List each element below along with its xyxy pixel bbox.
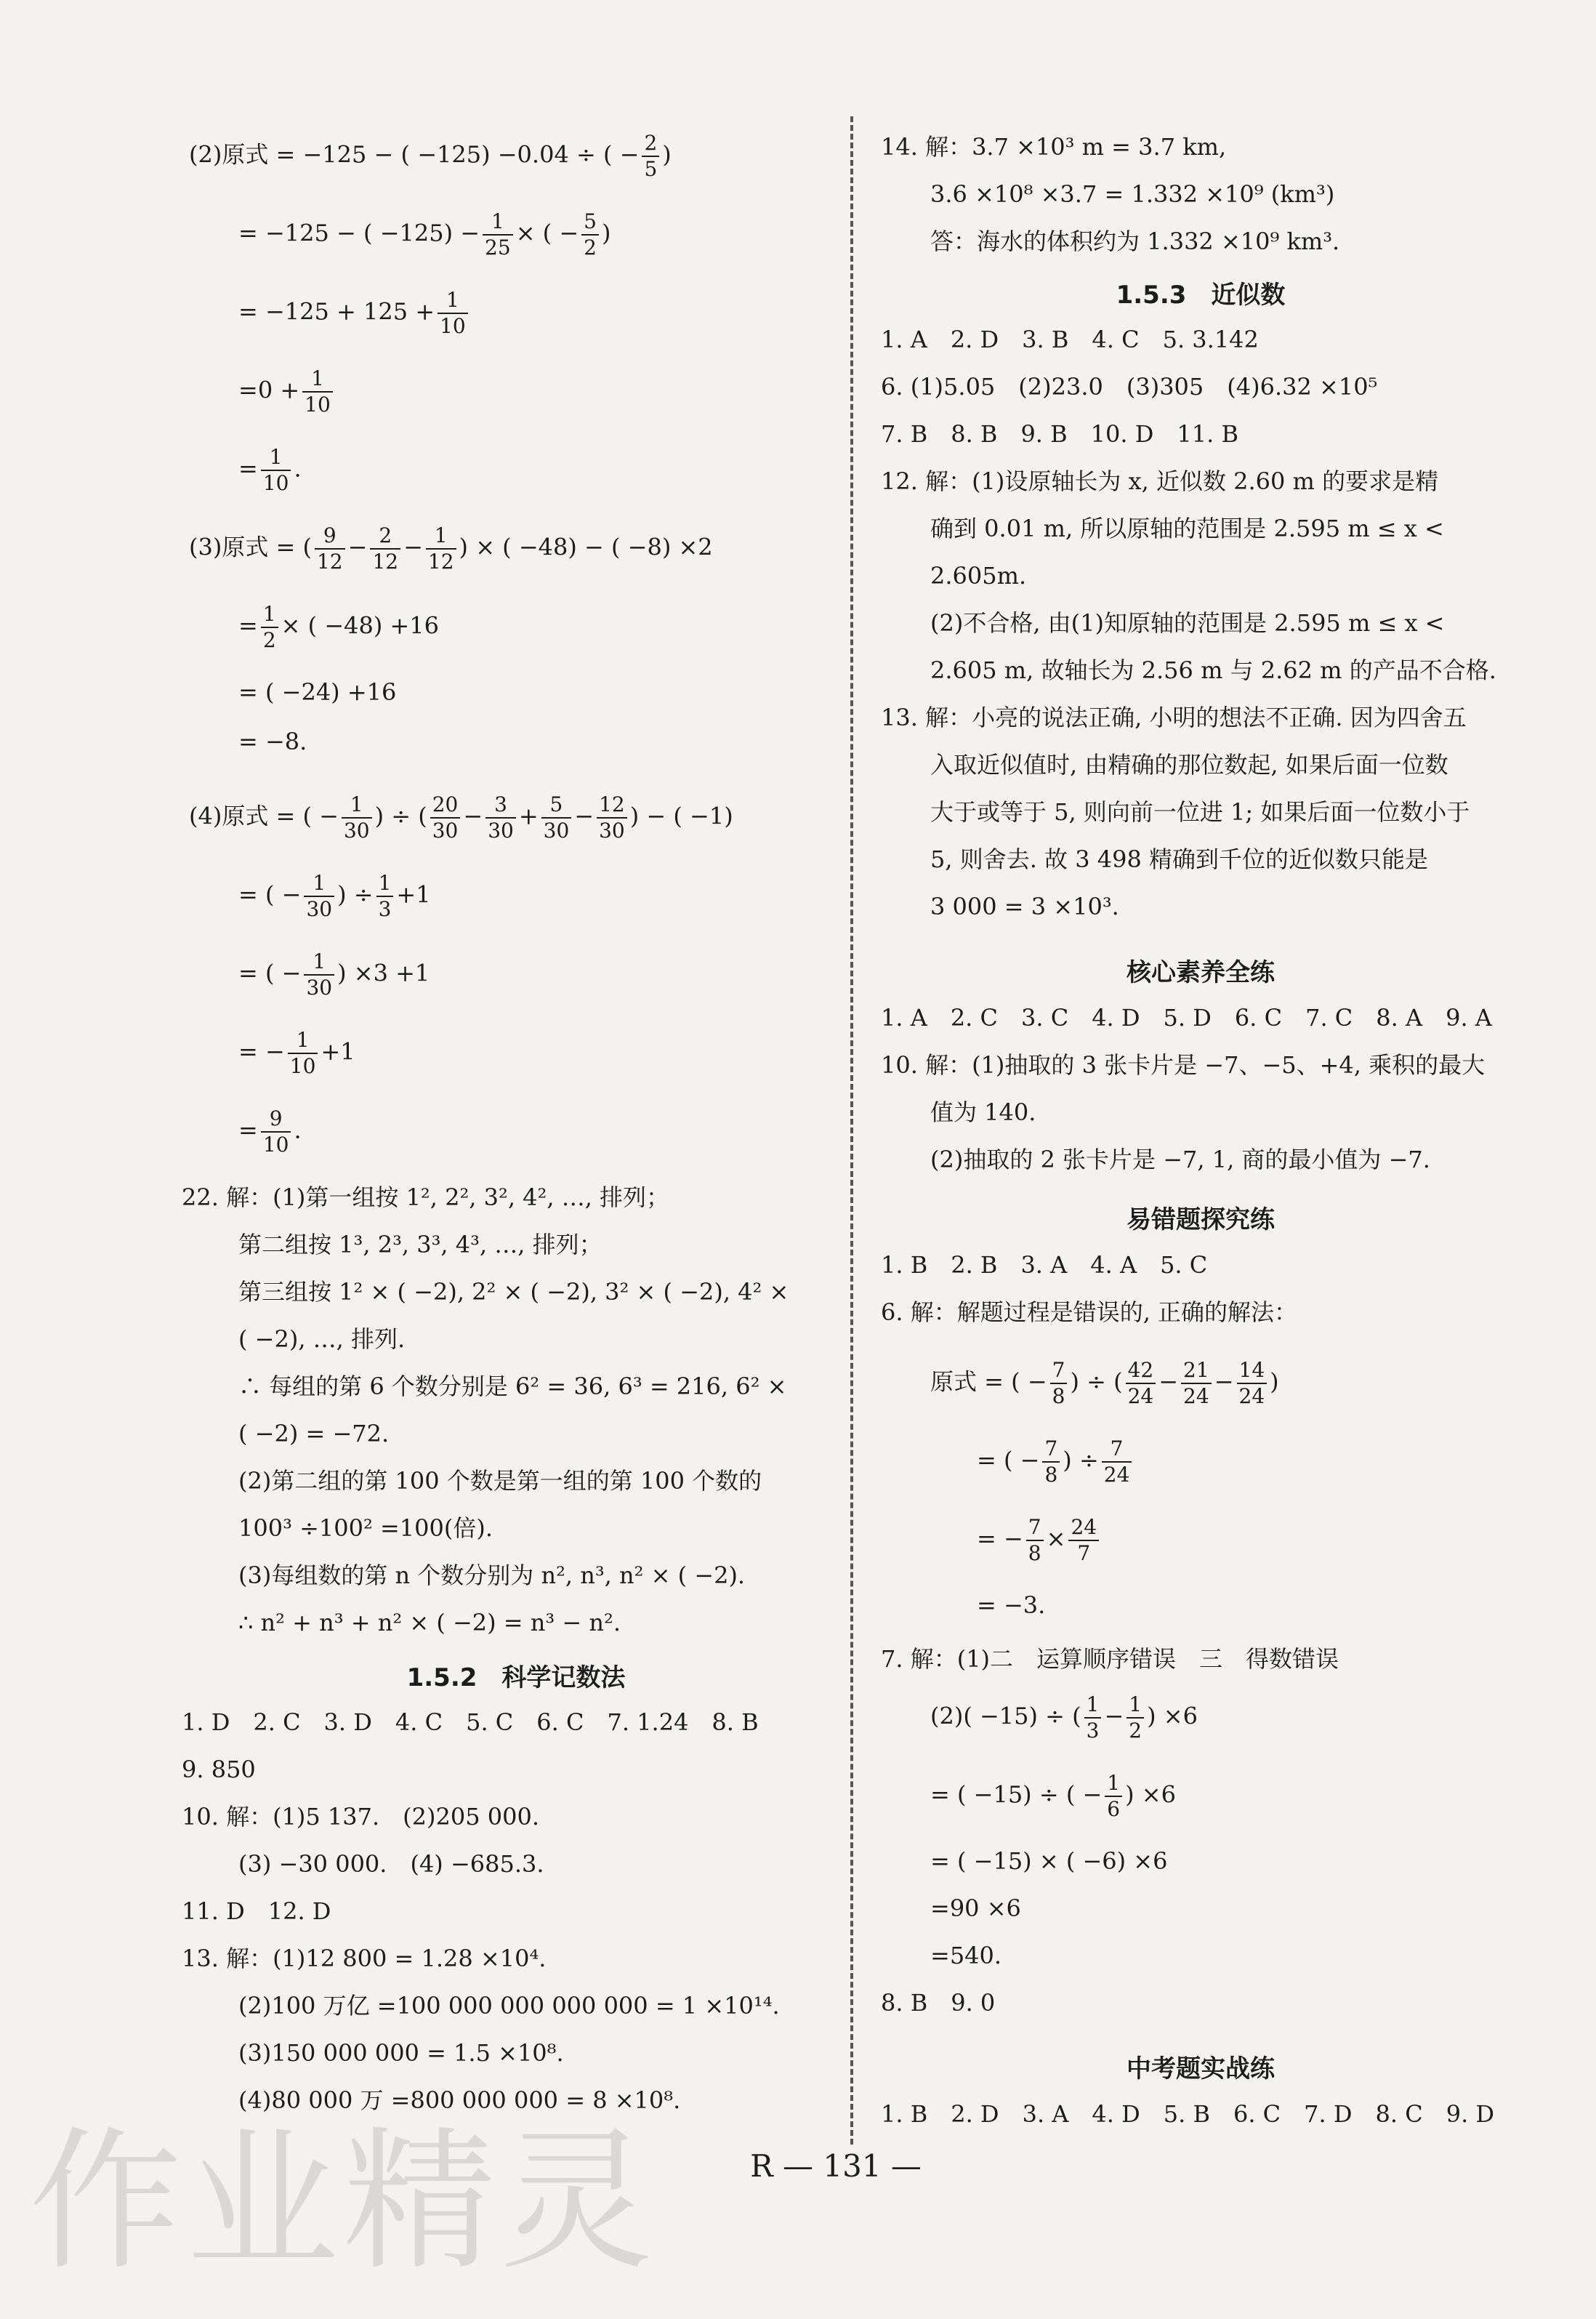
s153-line: 2.605 m, 故轴长为 2.56 m 与 2.62 m 的产品不合格. <box>930 656 1496 684</box>
q7-line-1: (2)( −15) ÷ ( $\frac{1}{3}$ − $\frac{1}{2}$ ) ×6 <box>930 1692 1198 1743</box>
core-line: (2)抽取的 2 张卡片是 −7, 1, 商的最小值为 −7. <box>930 1146 1430 1173</box>
s152-line: (4)80 000 万 =800 000 000 = 8 ×10⁸. <box>238 2086 681 2114</box>
s153-line: 入取近似值时, 由精确的那位数起, 如果后面一位数 <box>930 751 1448 779</box>
s153-line: 6. (1)5.05 (2)23.0 (3)305 (4)6.32 ×10⁵ <box>881 373 1378 401</box>
m6-line-1: 原式 = ( − $\frac{7}{8}$ ) ÷ ( $\frac{42}{24}$ − $\frac{21}{24}$ − $\frac{14}{24}$ ) <box>930 1358 1279 1408</box>
p4-line-5: = $\frac{9}{10}$ . <box>238 1106 302 1157</box>
s153-line: 12. 解：(1)设原轴长为 x, 近似数 2.60 m 的要求是精 <box>881 467 1439 495</box>
p4-line-3: = ( − $\frac{1}{30}$ ) ×3 +1 <box>238 949 430 1000</box>
q7-line-6: 8. B 9. 0 <box>881 1989 996 2017</box>
p3-line-4: = −8. <box>238 728 307 755</box>
section-heading-errors: 易错题探究练 <box>1127 1205 1275 1234</box>
q7-line-4: =90 ×6 <box>930 1894 1021 1922</box>
q7-line-5: =540. <box>930 1942 1002 1969</box>
section-heading-exam: 中考题实战练 <box>1127 2054 1275 2083</box>
p3-line-2: = $\frac{1}{2}$ × ( −48) +16 <box>238 602 439 652</box>
m6-line-4: = −3. <box>977 1591 1046 1619</box>
section-heading-core: 核心素养全练 <box>1127 958 1275 987</box>
s153-line: 7. B 8. B 9. B 10. D 11. B <box>881 420 1238 448</box>
watermark: 作业精灵 <box>29 2113 658 2291</box>
q22-line: ∴ n² + n³ + n² × ( −2) = n³ − n². <box>238 1609 621 1636</box>
core-line: 1. A 2. C 3. C 4. D 5. D 6. C 7. C 8. A 9. A <box>881 1004 1492 1032</box>
s153-line: 大于或等于 5, 则向前一位进 1; 如果后面一位数小于 <box>930 798 1470 826</box>
m6-line-3: = − $\frac{7}{8}$ × $\frac{24}{7}$ <box>977 1515 1102 1566</box>
q7-line-2: = ( −15) ÷ ( − $\frac{1}{6}$ ) ×6 <box>930 1771 1176 1821</box>
p4-line-1: (4)原式 = ( − $\frac{1}{30}$ ) ÷ ( $\frac{20}{30}$ − $\frac{3}{30}$ + $\frac{5}{30}$ − $\frac{12}{30}$ ) − ( −1) <box>189 792 733 843</box>
core-line: 值为 140. <box>930 1098 1036 1126</box>
q14-line: 3.6 ×10⁸ ×3.7 = 1.332 ×10⁹ (km³) <box>930 180 1335 208</box>
p2-line-5: = $\frac{1}{10}$ . <box>238 445 302 495</box>
s152-line: (3) −30 000. (4) −685.3. <box>238 1850 544 1878</box>
m6-line-2: = ( − $\frac{7}{8}$ ) ÷ $\frac{7}{24}$ <box>977 1436 1134 1487</box>
section-heading-1-5-2: 1.5.2 科学记数法 <box>406 1663 626 1692</box>
q22-line: (2)第二组的第 100 个数是第一组的第 100 个数的 <box>238 1467 762 1495</box>
q14-line: 14. 解：3.7 ×10³ m = 3.7 km, <box>881 133 1227 161</box>
s152-line: (3)150 000 000 = 1.5 ×10⁸. <box>238 2039 564 2067</box>
q22-line: 第二组按 1³, 2³, 3³, 4³, …, 排列； <box>238 1231 602 1258</box>
p2-line-1: (2)原式 = −125 − ( −125) −0.04 ÷ ( − $\frac{2}{5}$ ) <box>189 131 672 181</box>
err-line: 6. 解：解题过程是错误的, 正确的解法： <box>881 1298 1298 1326</box>
s153-line: 2.605m. <box>930 562 1027 590</box>
s152-line: 1. D 2. C 3. D 4. C 5. C 6. C 7. 1.24 8. B <box>182 1708 759 1736</box>
s153-line: (2)不合格, 由(1)知原轴的范围是 2.595 m ≤ x < <box>930 609 1445 637</box>
s153-line: 1. A 2. D 3. B 4. C 5. 3.142 <box>881 326 1259 353</box>
section-heading-1-5-3: 1.5.3 近似数 <box>1116 281 1286 310</box>
exam-answers: 1. B 2. D 3. A 4. D 5. B 6. C 7. D 8. C 9. D <box>881 2100 1495 2128</box>
s153-line: 3 000 = 3 ×10³. <box>930 893 1119 920</box>
s153-line: 确到 0.01 m, 所以原轴的范围是 2.595 m ≤ x < <box>930 515 1444 542</box>
p4-line-4: = − $\frac{1}{10}$ +1 <box>238 1028 355 1078</box>
core-line: 10. 解：(1)抽取的 3 张卡片是 −7、−5、+4, 乘积的最大 <box>881 1051 1486 1079</box>
s152-line: 9. 850 <box>182 1756 256 1783</box>
s152-line: 13. 解：(1)12 800 = 1.28 ×10⁴. <box>182 1945 547 1972</box>
p4-line-2: = ( − $\frac{1}{30}$ ) ÷ $\frac{1}{3}$ +1 <box>238 871 431 921</box>
q22-line: ( −2), …, 排列. <box>238 1325 406 1353</box>
q7-line-3: = ( −15) × ( −6) ×6 <box>930 1847 1168 1875</box>
page-number: R — 131 — <box>750 2148 922 2184</box>
column-divider <box>850 116 853 2145</box>
s153-line: 13. 解：小亮的说法正确, 小明的想法不正确. 因为四舍五 <box>881 704 1467 731</box>
p3-line-3: = ( −24) +16 <box>238 678 397 706</box>
q14-line: 答：海水的体积约为 1.332 ×10⁹ km³. <box>930 228 1340 255</box>
s153-line: 5, 则舍去. 故 3 498 精确到千位的近似数只能是 <box>930 845 1429 873</box>
err-line: 1. B 2. B 3. A 4. A 5. C <box>881 1251 1208 1279</box>
p3-line-1: (3)原式 = ( $\frac{9}{12}$ − $\frac{2}{12}$ − $\frac{1}{12}$ ) × ( −48) − ( −8) ×2 <box>189 523 713 574</box>
p2-line-2: = −125 − ( −125) − $\frac{1}{25}$ × ( − $\frac{5}{2}$ ) <box>238 209 611 260</box>
s152-line: 11. D 12. D <box>182 1897 331 1925</box>
q22-line: ∴ 每组的第 6 个数分别是 6² = 36, 6³ = 216, 6² × <box>238 1372 787 1400</box>
q22-line: ( −2) = −72. <box>238 1420 390 1447</box>
p2-line-3: = −125 + 125 + $\frac{1}{10}$ <box>238 288 471 339</box>
q22-line: 100³ ÷100² =100(倍). <box>238 1514 493 1542</box>
q7-line-0: 7. 解：(1)二 运算顺序错误 三 得数错误 <box>881 1645 1339 1673</box>
p2-line-4: =0 + $\frac{1}{10}$ <box>238 366 336 417</box>
q22-line: (3)每组数的第 n 个数分别为 n², n³, n² × ( −2). <box>238 1562 746 1589</box>
q22-line: 22. 解：(1)第一组按 1², 2², 3², 4², …, 排列； <box>182 1183 670 1211</box>
q22-line: 第三组按 1² × ( −2), 2² × ( −2), 3² × ( −2), 4² × <box>238 1278 789 1306</box>
s152-line: (2)100 万亿 =100 000 000 000 000 = 1 ×10¹⁴. <box>238 1992 780 2019</box>
s152-line: 10. 解：(1)5 137. (2)205 000. <box>182 1803 540 1830</box>
